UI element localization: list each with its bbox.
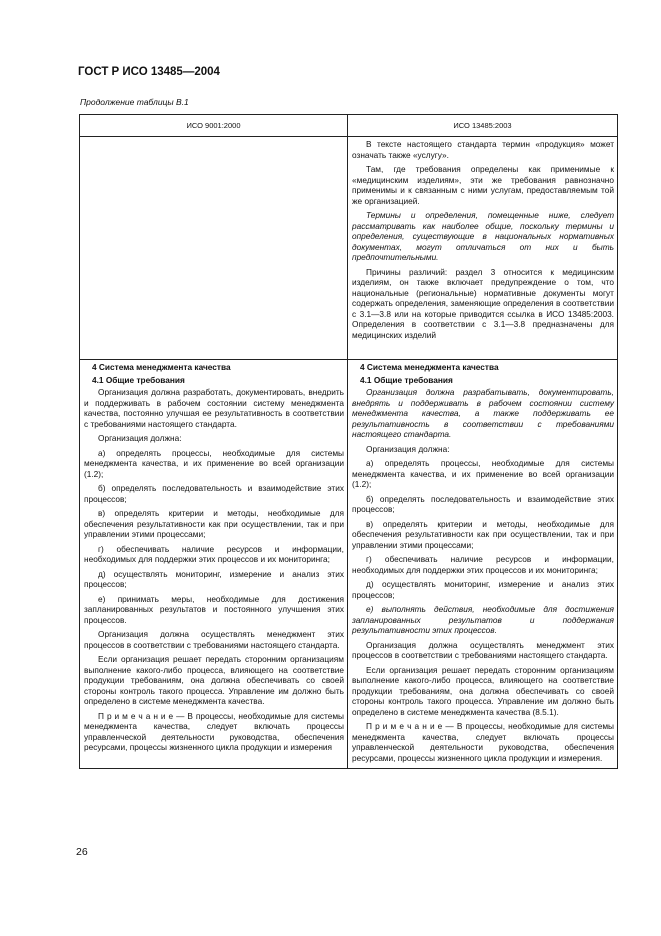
note-label: П р и м е ч а н и е (98, 710, 174, 721)
iso13485-cell (348, 360, 618, 769)
note-label: П р и м е ч а н и е (366, 721, 443, 731)
list-item: а) определять процессы, необходимые для системы менеджмента качества, и их применение во всей организации (1.2); (84, 447, 344, 479)
para-text: Организация должна: (366, 443, 450, 454)
list-item: б) определять последовательность и взаимодействие этих процессов; (84, 483, 344, 504)
table-header-row (80, 115, 618, 137)
para-text: Организация должна разрабатывать, документировать, внедрять и поддерживать в рабочем состоянии систему менеджмента качества, а также поддерживать ее результативность в соответствии с требованиями настоящего стандарта. (352, 387, 614, 439)
list-item: г) обеспечивать наличие ресурсов и информации, необходимых для поддержки этих процессов и их мониторинга; (352, 554, 614, 575)
page-number: 26 (76, 846, 88, 858)
subsection-heading: 4.1 Общие требования (360, 374, 453, 385)
table-row (80, 360, 618, 769)
note-text (84, 711, 344, 753)
para-text: Там, где требования определены как применимые к «медицинским изделиям», эти же требования равнозначно применимы и к связанным с ними услугам, предоставляемым той же организацией. (352, 164, 614, 206)
list-item: е) принимать меры, необходимые для достижения запланированных результатов и постоянного улучшения этих процессов. (84, 593, 344, 625)
list-item: а) определять процессы, необходимые для системы менеджмента качества, и их применение во всей организации (1.2); (352, 458, 614, 489)
para-text: Термины и определения, помещенные ниже, следует рассматривать как наиболее общие, поскольку термины и определения, существующие в национальных нормативных документах, могут отличаться от них и быть предпочтительными. (352, 210, 614, 262)
comparison-table (79, 114, 618, 769)
para-text: Организация должна осуществлять менеджмент этих процессов в соответствии с требованиями настоящего стандарта. (352, 639, 614, 660)
section-heading: 4 Система менеджмента качества (92, 362, 231, 372)
table-row (80, 137, 618, 360)
note-text (352, 721, 614, 763)
list-item: е) выполнять действия, необходимые для достижения запланированных результатов и поддержания результативности этих процессов. (352, 604, 614, 635)
document-header: ГОСТ Р ИСО 13485—2004 (78, 66, 220, 78)
empty-cell (80, 137, 348, 360)
list-item: г) обеспечивать наличие ресурсов и информации, необходимых для поддержки этих процессов и их мониторинга; (84, 543, 344, 564)
list-item: в) определять критерии и методы, необходимые для обеспечения результативности как при осуществлении, так и при управлении этими процессами; (352, 518, 614, 550)
list-item: д) осуществлять мониторинг, измерение и анализ этих процессов; (84, 568, 344, 589)
para-text: Организация должна: (98, 433, 182, 443)
para-text: Организация должна осуществлять менеджмент этих процессов в соответствии с требованиями настоящего стандарта. (84, 629, 344, 650)
section-heading: 4 Система менеджмента качества (360, 362, 499, 372)
para-text: В тексте настоящего стандарта термин «продукция» может означать также «услугу». (352, 139, 614, 160)
note-body: — В процессы, необходимые для системы менеджмента качества, следует включать процессы управленческой деятельности руководства, обеспечения ресурсами, процессы жизненного цикла продукции и измерения. (352, 721, 614, 763)
list-item: в) определять критерии и методы, необходимые для обеспечения результативности как при осуществлении, так и при управлении этими процессами; (84, 508, 344, 539)
note-body: — В процессы, необходимые для системы менеджмента качества, следует включать процессы управленческой деятельности руководства, обеспечения ресурсами, процессы жизненного цикла продукции и измерения (84, 710, 344, 752)
para-text: Организация должна разработать, документировать, внедрить и поддерживать в рабочем состоянии систему менеджмента качества, постоянно улучшая ее результативность в соответствии с требованиями настоящего стандарта. (84, 387, 344, 429)
para-text: Если организация решает передать сторонним организациям выполнение какого-либо процесса, влияющего на соответствие продукции требованиям, она должна обеспечивать со своей стороны контроль такого процесса. Управление им должно быть определено в системе менеджмента качества (8.5.1). (352, 664, 614, 717)
subsection-heading: 4.1 Общие требования (92, 374, 185, 385)
column-header-iso9001: ИСО 9001:2000 (80, 115, 348, 137)
column-header-iso13485: ИСО 13485:2003 (348, 115, 618, 137)
iso9001-cell (80, 360, 348, 769)
table-continuation-caption: Продолжение таблицы В.1 (80, 97, 189, 107)
section3-cell (348, 137, 618, 360)
list-item: б) определять последовательность и взаимодействие этих процессов; (352, 493, 614, 514)
para-text: Причины различий: раздел 3 относится к медицинским изделиям, он также включает предупреждение о том, что национальные (региональные) нормативные документы могут содержать определения, заменяющие определения в соответствии с 3.1—3.8 или на которые приводится ссылка в ИСО 13485:2003. Определения в соответствии с 3.1—3.8 предназначены для медицинских изделий (352, 266, 614, 340)
para-text: Если организация решает передать сторонним организациям выполнение какого-либо процесса, влияющего на соответствие продукции требованиям, она должна обеспечивать со своей стороны контроль такого процесса. Управление им должно быть определено в системе менеджмента качества. (84, 654, 344, 706)
list-item: д) осуществлять мониторинг, измерение и анализ этих процессов; (352, 579, 614, 600)
